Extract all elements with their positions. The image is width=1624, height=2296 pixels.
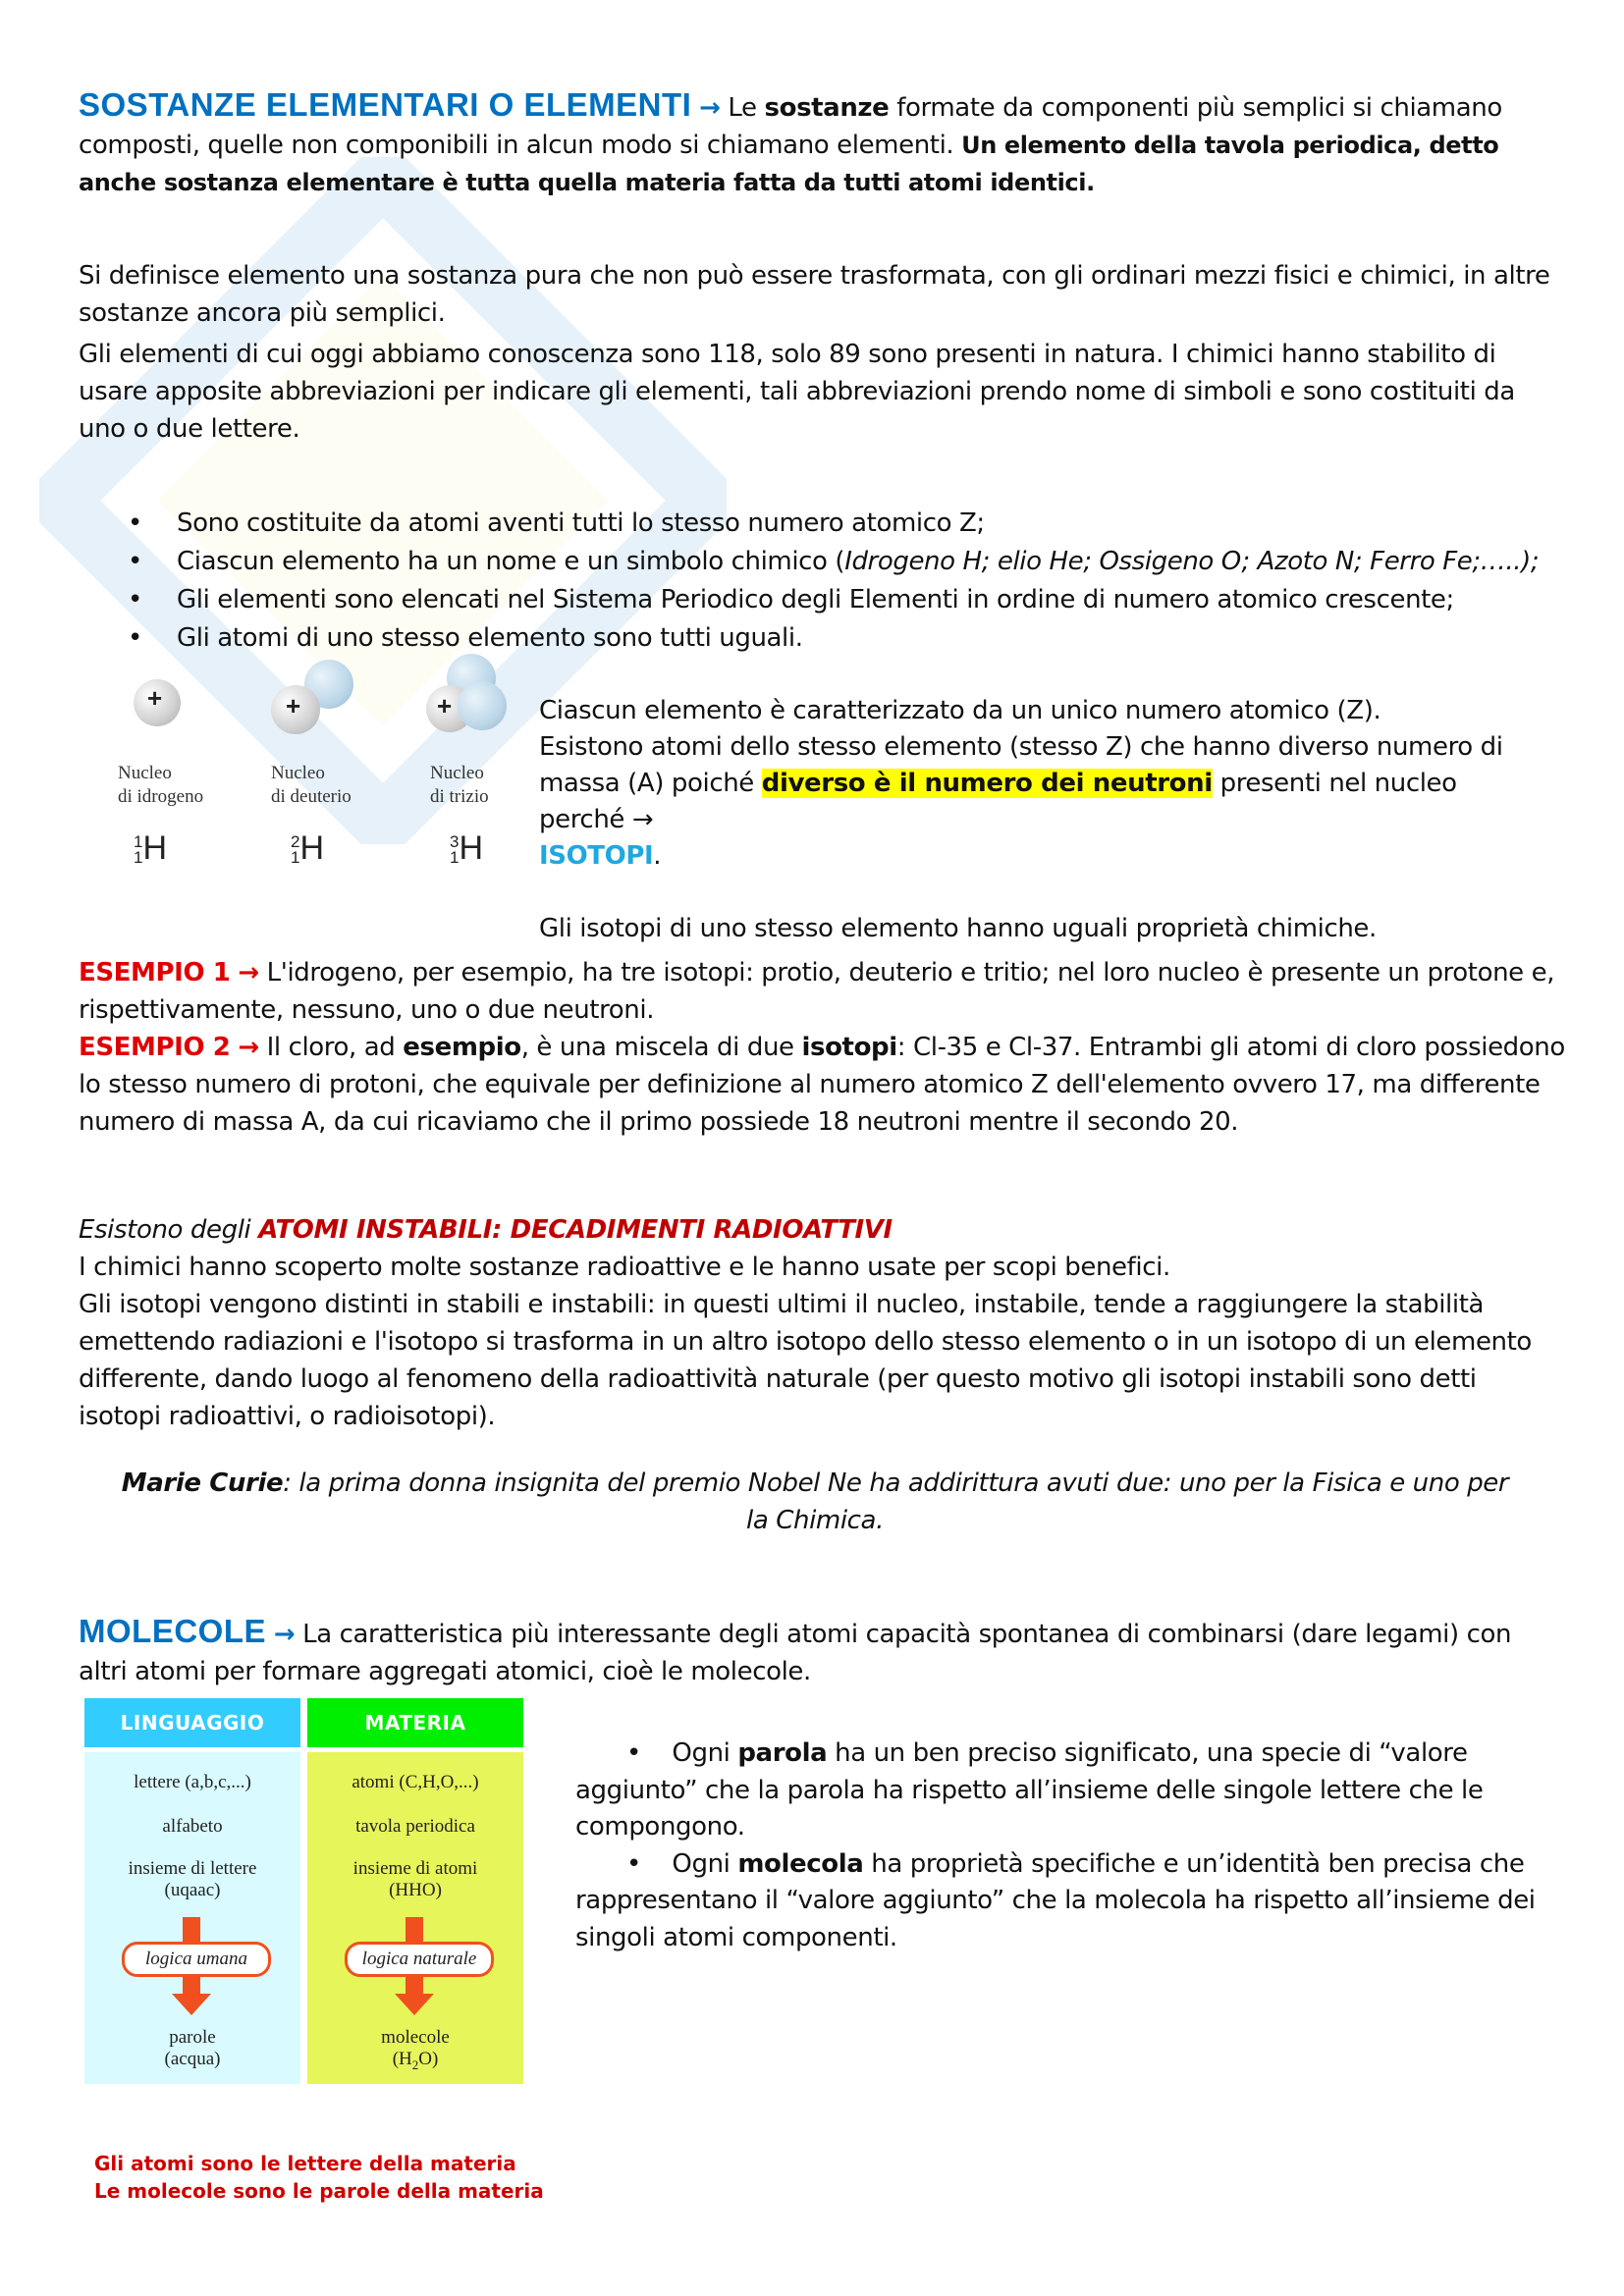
molecules-intro: MOLECOLE → La caratteristica più interessante degli atomi capacità spontanea di combinarsi (dare legami) con altri atomi per formare aggregati atomici, cioè le molecole. xyxy=(79,1613,1512,1686)
element-properties-list xyxy=(79,505,1561,658)
arrow-right-icon: → xyxy=(699,93,721,123)
marie-curie-quote: Marie Curie: la prima donna insignita del premio Nobel Ne ha addirittura avuti due: uno per la Fisica e uno per la Chimica. xyxy=(121,1468,1509,1535)
isotope-symbol-deuterium: 2 1H xyxy=(291,829,325,868)
examples-section xyxy=(79,954,1566,1141)
highlighted-text: diverso è il numero dei neutroni xyxy=(761,769,1213,798)
list-item: • Gli atomi di uno stesso elemento sono tutti uguali. xyxy=(79,619,1561,658)
example-1: ESEMPIO 1 → L'idrogeno, per esempio, ha tre isotopi: protio, deuterio e tritio; nel loro nucleo è presente un protone e, rispettivamente, nessuno, uno o due neutroni. xyxy=(79,958,1555,1025)
column-linguaggio: LINGUAGGIO lettere (a,b,c,...) alfabeto insieme di lettere (uqaac) logica umana parole (acqua) xyxy=(84,1698,300,2091)
isotope-symbol-tritium: 3 1H xyxy=(450,829,484,868)
list-item: • Sono costituite da atomi aventi tutti lo stesso numero atomico Z; xyxy=(79,505,1561,543)
radioactive-title: Esistono degli ATOMI INSTABILI: DECADIMENTI RADIOATTIVI xyxy=(79,1215,893,1245)
definition-paragraph-1: Si definisce elemento una sostanza pura che non può essere trasformata, con gli ordinari mezzi fisici e chimici, in altre sostanze ancora più semplici. xyxy=(79,261,1550,328)
radioactive-section: Esistono degli ATOMI INSTABILI: DECADIMENTI RADIOATTIVI I chimici hanno scoperto molte sostanze radioattive e le hanno usate per scopi benefici. Gli isotopi vengono distinti in stabili e instabili: in questi ultimi il nucleo, instabile, tende a raggiungere la stabilità emettendo radiazioni e l'isotopo si trasforma in un altro isotopo dello stesso elemento o in un isotopo di un elemento differente, dando luogo al fenomeno della radioattività naturale (per questo motivo gli isotopi instabili sono detti isotopi radioattivi, o radioisotopi). xyxy=(79,1211,1566,1435)
logic-label: logica umana xyxy=(122,1942,271,1977)
list-item: • Ciascun elemento ha un nome e un simbolo chimico (Idrogeno H; elio He; Ossigeno O; Azoto N; Ferro Fe;…..); xyxy=(79,543,1561,581)
isotope-symbol-hydrogen: 1 1H xyxy=(134,829,168,868)
definition-paragraph-2: Gli elementi di cui oggi abbiamo conoscenza sono 118, solo 89 sono presenti in natura. I chimici hanno stabilito di usare apposite abbreviazioni per indicare gli elementi, tali abbreviazioni prendo nome di simboli e sono costituiti da uno o due lettere. xyxy=(79,340,1515,444)
arrow-right-icon: → xyxy=(238,1033,259,1062)
slogan: Gli atomi sono le lettere della materia Le molecole sono le parole della materia xyxy=(94,2152,544,2203)
list-item: • Gli elementi sono elencati nel Sistema Periodico degli Elementi in ordine di numero atomico crescente; xyxy=(79,581,1561,619)
nucleus-label-deuterium: Nucleo di deuterio xyxy=(271,763,352,807)
heading-elements: SOSTANZE ELEMENTARI O ELEMENTI xyxy=(79,86,692,123)
arrow-right-icon: → xyxy=(273,1620,296,1649)
column-header: MATERIA xyxy=(307,1698,523,1747)
isotopi-term: ISOTOPI xyxy=(539,841,654,871)
logic-label: logica naturale xyxy=(345,1942,494,1977)
arrow-right-icon: → xyxy=(238,958,259,988)
nucleus-label-hydrogen: Nucleo di idrogeno xyxy=(118,763,204,807)
column-materia: MATERIA atomi (C,H,O,...) tavola periodica insieme di atomi (HHO) logica naturale molecole $(H_2O)$ xyxy=(307,1698,523,2091)
section-elements-intro: SOSTANZE ELEMENTARI O ELEMENTI → Le sostanze formate da componenti più semplici si chiamano composti, quelle non componibili in alcun modo si chiamano elementi. Un elemento della tavola periodica, detto anche sostanza elementare è tutta quella materia fatta da tutti atomi identici. xyxy=(79,86,1502,196)
arrow-right-icon: → xyxy=(631,805,654,834)
isotopes-explanation: Ciascun elemento è caratterizzato da un unico numero atomico (Z). Esistono atomi dello stesso elemento (stesso Z) che hanno diverso numero di massa (A) poiché diverso è il numero dei neutroni presenti nel nucleo perché → ISOTOPI. Gli isotopi di uno stesso elemento hanno uguali proprietà chimiche. xyxy=(539,696,1503,943)
list-item: • Ogni molecola ha proprietà specifiche e un’identità ben precisa che rappresentano il “valore aggiunto” che la molecola ha rispetto all’insieme dei singoli atomi componenti. xyxy=(575,1848,1536,1952)
example-2: ESEMPIO 2 → Il cloro, ad esempio, è una miscela di due isotopi: Cl-35 e Cl-37. Entrambi gli atomi di cloro possiedono lo stesso numero di protoni, che equivale per definizione al numero atomico Z dell'elemento ovvero 17, ma differente numero di massa A, da cui ricaviamo che il primo possiede 18 neutroni mentre il secondo 20. xyxy=(79,1033,1565,1137)
neutron-icon xyxy=(458,681,507,730)
column-header: LINGUAGGIO xyxy=(84,1698,300,1747)
molecule-bullets xyxy=(575,1735,1557,1956)
nucleus-label-tritium: Nucleo di trizio xyxy=(430,763,489,807)
heading-molecules: MOLECOLE xyxy=(79,1613,266,1649)
language-matter-comparison-figure xyxy=(84,1698,531,2091)
hydrogen-isotopes-figure: + + + Nucleo di idrogeno Nucleo di deuterio Nucleo di trizio 1 1H 2 1H 3 1H xyxy=(108,667,540,893)
list-item: • Ogni parola ha un ben preciso significato, una specie di “valore aggiunto” che la parola ha rispetto all’insieme delle singole lettere che le compongono. xyxy=(575,1738,1484,1842)
